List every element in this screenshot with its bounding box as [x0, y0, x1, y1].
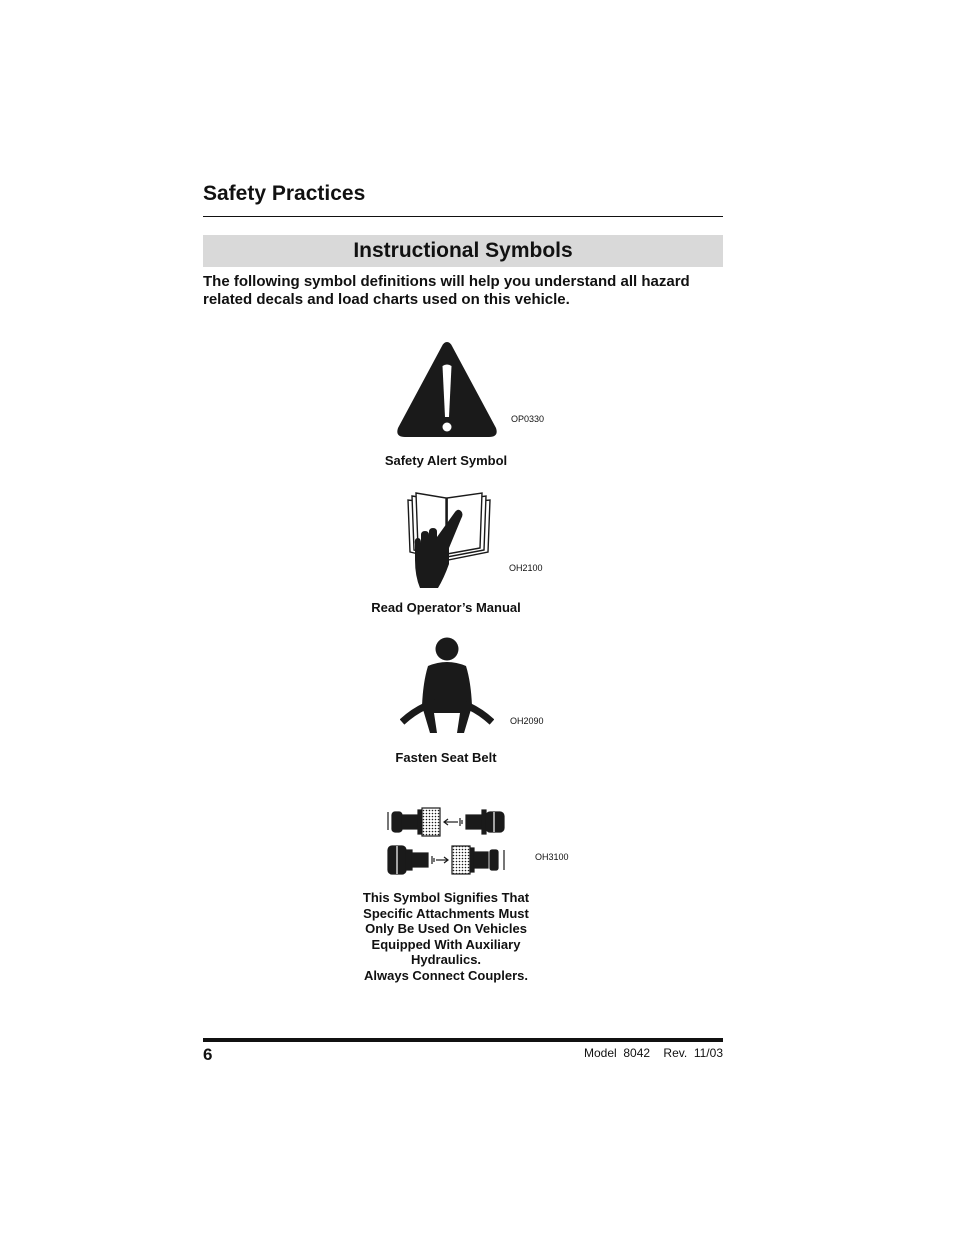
- symbol-caption: Safety Alert Symbol: [384, 453, 508, 468]
- page-number: 6: [203, 1045, 213, 1064]
- symbol-code: OH3100: [535, 852, 569, 862]
- page-heading: Instructional Symbols: [353, 239, 573, 262]
- section-title: Safety Practices: [203, 182, 366, 205]
- footer-rule: [203, 1038, 723, 1042]
- safety-alert-triangle-icon: [394, 339, 500, 440]
- seat-belt-icon: [400, 636, 494, 734]
- operator-manual-icon: [404, 488, 494, 592]
- heading-band: [203, 235, 723, 267]
- intro-text: The following symbol definitions will help you understand all hazard related decals and load charts used on this vehicle.: [203, 273, 690, 308]
- symbol-caption: Fasten Seat Belt: [395, 750, 497, 765]
- symbol-caption: This Symbol Signifies That Specific Attachments Must Only Be Used On Vehicles Equipped With Auxiliary Hydraulics. Always Connect Couplers.: [362, 890, 530, 983]
- hydraulic-coupler-icon: [386, 806, 510, 876]
- header-rule: [203, 216, 723, 217]
- footer-model-revision: Model 8042 Rev. 11/03: [584, 1046, 723, 1060]
- symbol-code: OH2090: [510, 716, 544, 726]
- symbol-code: OH2100: [509, 563, 543, 573]
- symbol-caption: Read Operator’s Manual: [371, 600, 521, 615]
- symbol-code: OP0330: [511, 414, 545, 424]
